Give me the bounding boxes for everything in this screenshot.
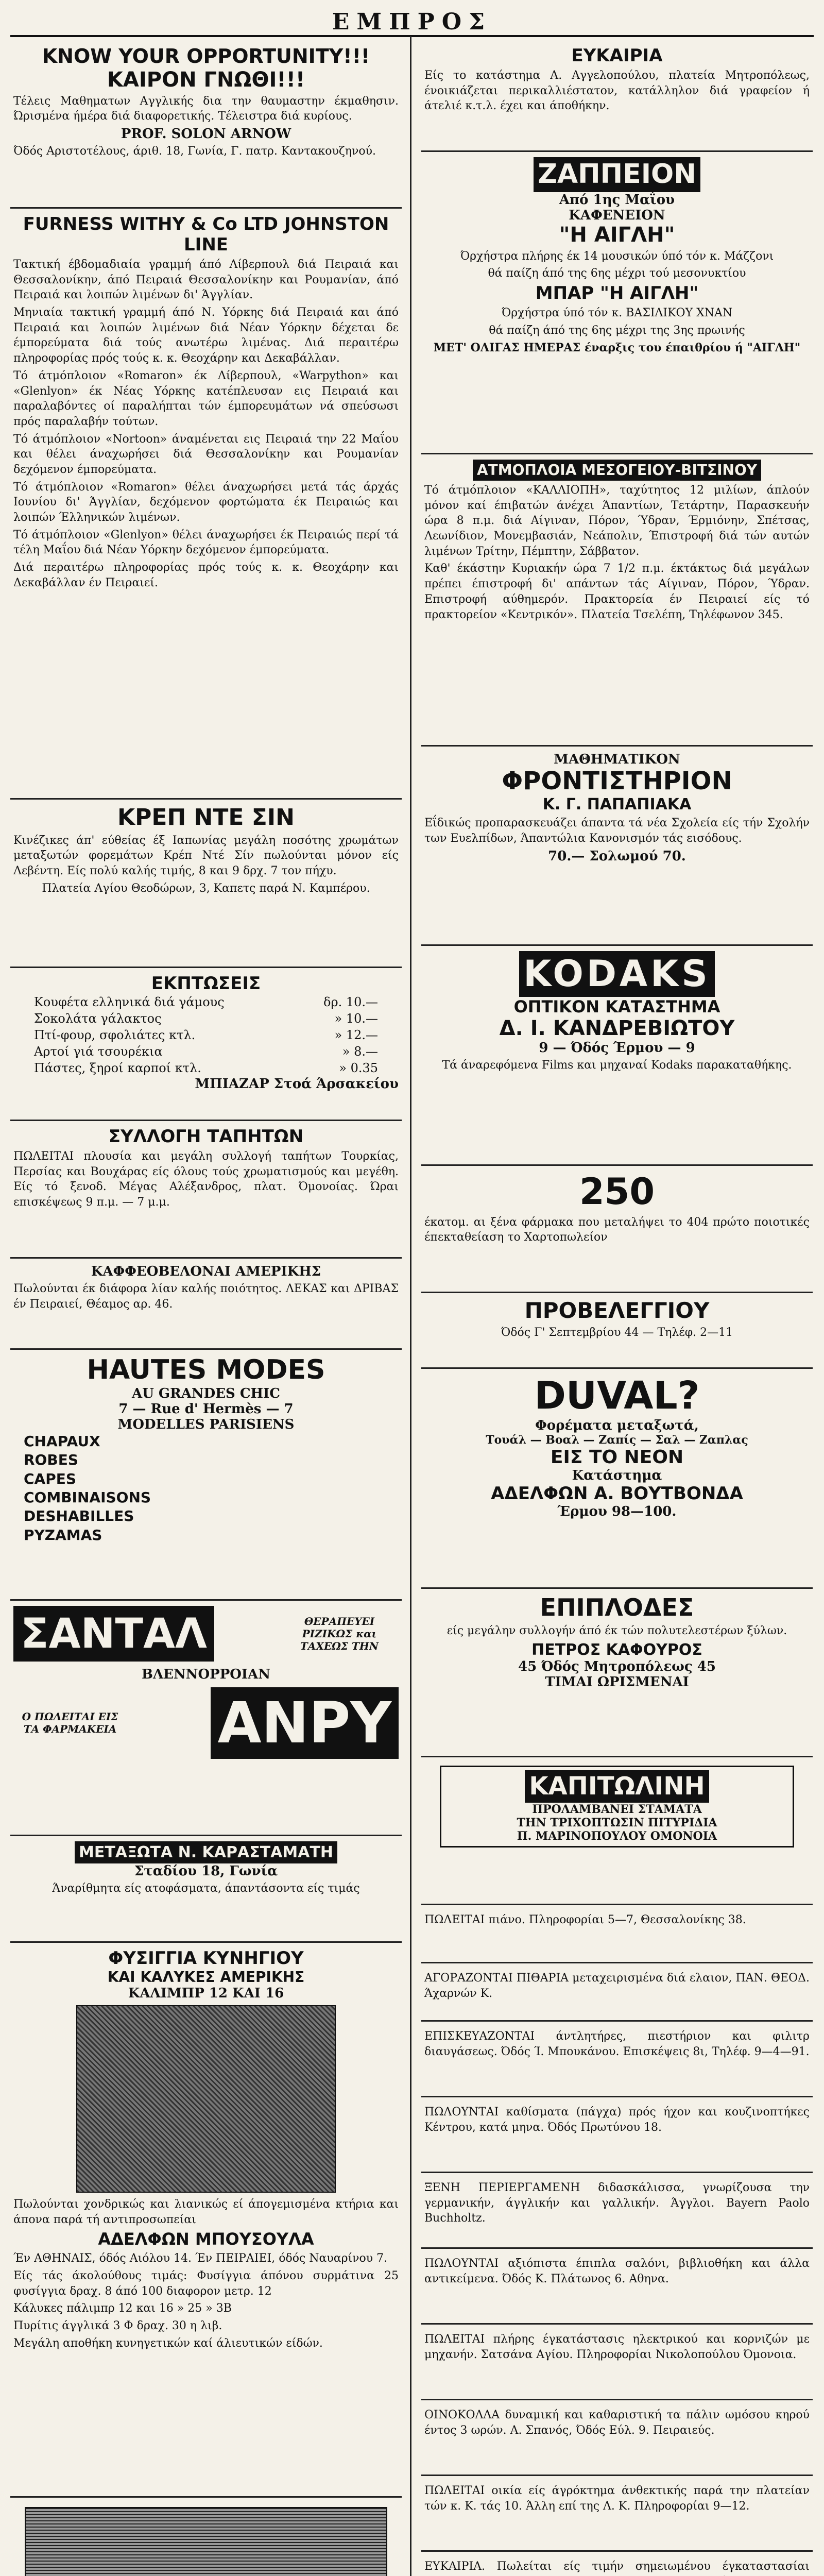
steamer-p1: Τό άτμόπλοιον «ΚΑΛΛΙΟΠΗ», ταχύτητος 12 μιλίων, άπλούν μόνον καί έπιβατών άνέχει Άπαντίων, Τετάρτην, Παρασκευήν ώρα 8 π.μ. διά Αίγιναν, Πόρον, Ύδραν, Έρμιόνην, Σπέτσας, Λεωνίδιον, Μονεμβασιάν, Νεάπολιν, Έπιστροφή διά τών αυτών λιμένων Τρίτην, Πέμπτην, Σάββατον. <box>424 484 810 558</box>
cartridges-subtitle: ΚΑΙ ΚΑΛΥΚΕΣ ΑΜΕΡΙΚΗΣ <box>107 1969 305 1986</box>
classified-ad <box>421 1963 813 2022</box>
classified-ad <box>421 2022 813 2097</box>
furness-p5: Τό άτμόπλοιον «Romaron» θέλει άναχωρήσει μετά τάς άρχάς Ιουνίου δι' Άγγλίαν, δεχόμενον φορτώματα έκ Πειραιώς και λοιπών Έλληνικών λιμένων. <box>13 480 399 524</box>
zappeion-line7: Όρχήστρα ύπό τόν κ. ΒΑΣΙΛΙΚΟΥ ΧΝΑΝ <box>501 307 733 320</box>
classified-text: ΑΓΟΡΑΖΟΝΤΑΙ ΠΙΘΑΡΙΑ μεταχειρισμένα διά ελαιον, ΠΑΝ. ΘΕΟΔ. Άχαρνών Κ. <box>424 1972 810 2000</box>
furniture-address: 45 Όδός Μητροπόλεως 45 <box>518 1658 716 1674</box>
carpets-title: ΣΥΛΛΟΓΗ ΤΑΠΗΤΩΝ <box>108 1126 304 1147</box>
opportunity-ad <box>10 40 402 209</box>
modes-item: CAPES <box>24 1470 77 1487</box>
classified-text: ΟΙΝΟΚΟΛΛΑ δυναμική και καθαριστική τα πάλιν ωμόσου κηρού έντος 3 ωρών. Α. Σπανός, Όδός Εύλ. 9. Πειραιεύς. <box>424 2409 810 2437</box>
frontistirion-title: ΦΡΟΝΤΙΣΤΗΡΙΟΝ <box>502 767 732 795</box>
discount-item: Κουφέτα ελληνικά διά γάμους δρ. 10.— <box>34 995 378 1009</box>
kapitolini-l1: ΠΡΟΛΑΜΒΑΝΕΙ ΣΤΑΜΑΤΑ <box>532 1803 702 1817</box>
frontistirion-footer: 70.— Σολωμού 70. <box>548 848 686 864</box>
furness-p2: Μηνιαία τακτική γραμμή άπό Ν. Υόρκης διά Πειραιά και άπό Πειραιά και λοιπών λιμένων διά Νέαν Υόρκην δέχεται δε έμπορεύματα διά τούς ανωτέρω λιμένας. Διά περαιτέρω πληροφορίας πρός τούς κ. κ. Θεοχάρην και Δεκαβάλλαν. <box>13 306 399 365</box>
frontistirion-subtitle: Κ. Γ. ΠΑΠΑΠΙΑΚΑ <box>542 795 692 814</box>
furness-p3: Τό άτμόπλοιον «Romaron» έκ Λίβερπουλ, «Warpython» και «Glenlyon» έκ Νέας Υόρκης κατέπλευσαν εις Πειραιά και παραλαβόντες οί παραλήπται τών έμπορευμάτων νά σπεύσωσι πρός παραλαβήν τούτων. <box>13 369 399 428</box>
frontistirion-tag: ΜΑΘΗΜΑΤΙΚΟΝ <box>554 752 680 767</box>
kapitolini-l2: ΤΗΝ ΤΡΙΧΟΠΤΩΣΙΝ ΠΙΤΥΡΙΔΙΑ <box>517 1816 717 1830</box>
discount-item: Σοκολάτα γάλακτος » 10.— <box>34 1011 378 1026</box>
furniture-ad <box>421 1589 813 1757</box>
classified-text: ΕΥΚΑΙΡΙΑ. Πωλείται είς τιμήν σημειωμένου έγκαταστασίαι <box>424 2560 810 2573</box>
cartridges-body: Πωλούνται χονδρικώς και λιανικώς εί άπογεμισμένα κτήρια και άπονα παρά τή αντιπροσωπείαι <box>13 2198 399 2226</box>
kodaks-address: 9 — Όδός Έρμου — 9 <box>539 1040 695 1056</box>
classified-ad <box>421 2173 813 2249</box>
zappeion-title: ΖΑΠΠΕΙΟΝ <box>534 157 700 192</box>
provenggio-ad <box>421 1293 813 1369</box>
crepe-body: Κινέζικες άπ' εύθείας έξ Ιαπωνίας μεγάλη ποσότης χρωμάτων μεταξωτών φορεμάτων Κρέπ Ντέ Σίν πωλούνται μόνον είς Λεβέντη. Είς πολύ καλής τιμής, 8 και 9 δρχ. 7 τον πήχυ. <box>13 834 399 877</box>
zappeion-line9: ΜΕΤ' ΟΛΙΓΑΣ ΗΜΕΡΑΣ έναρξις του έπαιθρίου ή "ΑΙΓΛΗ" <box>433 341 801 354</box>
zappeion-line5: θά παίζη άπό της 6ης μέχρι τού μεσονυκτίου <box>488 267 746 280</box>
modes-item: ROBES <box>24 1451 78 1469</box>
modes-item: COMBINAISONS <box>24 1488 151 1506</box>
cartridges-p2: Κάλυκες πάλιμπρ 12 και 16 » 25 » 3Β <box>13 2302 232 2315</box>
cartridges-p3: Πυρίτις άγγλικά 3 Φ δραχ. 30 η λιβ. <box>13 2319 222 2333</box>
modes-ad <box>10 1350 402 1601</box>
provenggio-title: ΠΡΟΒΕΛΕΓΓΙΟΥ <box>524 1298 710 1323</box>
discounts-ad <box>10 968 402 1121</box>
santal-tag3: Ο ΠΩΛΕΙΤΑΙ ΕΙΣ ΤΑ ΦΑΡΜΑΚΕΙΑ <box>22 1710 118 1736</box>
furness-ad <box>10 209 402 800</box>
newspaper-title: ΕΜΠΡΟΣ <box>332 9 492 35</box>
classified-text: ΠΩΛΕΙΤΑΙ πιάνο. Πληροφορίαι 5—7, Θεσσαλονίκης 38. <box>424 1913 746 1926</box>
provenggio-address: Όδός Γ' Σεπτεμβρίου 44 — Τηλέφ. 2—11 <box>501 1326 733 1340</box>
classified-text: ΠΩΛΕΙΤΑΙ πλήρης έγκατάστασις ηλεκτρικού και κορνιζών με μηχανήν. Σατσάνα Αγίου. Πληροφορίαι Νικολοπούλου Όμονοια. <box>424 2333 810 2361</box>
kapitolini-l3: Π. ΜΑΡΙΝΟΠΟΥΛΟΥ ΟΜΟΝΟΙΑ <box>517 1829 717 1843</box>
twofifty-ad <box>421 1166 813 1293</box>
modes-title: HAUTES MODES <box>87 1354 325 1385</box>
lazaris-ad <box>10 2498 402 2576</box>
discount-item: Αρτοί γιά τσουρέκια » 8.— <box>34 1044 378 1059</box>
classified-text: ΞΕΝΗ ΠΕΡΙΕΡΓΑΜΕΝΗ διδασκάλισσα, γνωρίζουσα την γερμανικήν, άγγλικήν και γαλλικήν. Άγγλοι. Bayern Paolo Buchholtz. <box>424 2181 810 2225</box>
furniture-name: ΠΕΤΡΟΣ ΚΑΦΟΥΡΟΣ <box>531 1640 702 1659</box>
fishing-illustration <box>25 2507 387 2576</box>
carpets-ad <box>10 1121 402 1259</box>
duval-l6: Έρμου 98—100. <box>557 1504 677 1520</box>
modes-sub2: MODELLES PARISIENS <box>117 1416 295 1432</box>
duval-l5: ΑΔΕΛΦΩΝ Α. ΒΟΥΤΒΟΝΔΑ <box>491 1483 743 1504</box>
furness-p1: Τακτική έβδομαδιαία γραμμή άπό Λίβερπουλ διά Πειραιά και Θεσσαλονίκην, άπό Πειραιά Θεσσαλονίκην και Ρουμανίαν, άπό Πειραιά και λοιπών λιμένων δι' Άγγλίαν. <box>13 258 399 302</box>
cartridges-title: ΦΥΣΙΓΓΙΑ ΚΥΝΗΓΙΟΥ <box>108 1948 304 1969</box>
duval-l4: Κατάστημα <box>572 1468 662 1484</box>
discount-item: Πάστες, ξηροί καρποί κτλ. » 0.35 <box>34 1061 378 1075</box>
coffee-title: ΚΑΦΦΕΟΒΕΛΟΝΑΙ ΑΜΕΡΙΚΗΣ <box>91 1264 321 1279</box>
furness-p4: Τό άτμόπλοιον «Nortoon» άναμένεται εις Πειραιά την 22 Μαΐου και θέλει άναχωρήσει διά Θεσσαλονίκην και Ρουμανίαν δεχόμενον έμπορεύματα. <box>13 432 399 476</box>
zappeion-line2: ΚΑΦΕΝΕΙΟΝ <box>569 207 665 223</box>
frontistirion-body: Εΐδικώς προπαρασκευάζει άπαντα τά νέα Σχολεία είς τήν Σχολήν των Ευελπίδων, Άπαντώλια Κανονισμόν τάς εισόδους. <box>424 817 810 845</box>
kapitolini-ad <box>421 1757 813 1905</box>
zappeion-line3: "Η ΑΙΓΛΗ" <box>559 223 675 247</box>
santal-tag2: ΒΛΕΝΝΟΡΡΟΙΑΝ <box>142 1667 270 1682</box>
duval-l2: Τουάλ — Βοαλ — Ζαπίς — Σαλ — Ζαπλας <box>486 1433 748 1447</box>
classified-text: ΠΩΛΕΙΤΑΙ οικία είς άγρόκτημα άνθεκτικής παρά την πλατείαν τών κ. Κ. τάς 10. Άλλη επί της Λ. Κ. Πληροφορίαι 9—12. <box>424 2484 810 2513</box>
silk-ad <box>10 1836 402 1943</box>
right-column <box>421 40 813 2576</box>
furness-p7: Διά περαιτέρω πληροφορίας πρός τούς κ. κ. Θεοχάρην και Δεκαβάλλαν έν Πειραιεί. <box>13 561 399 589</box>
cartridges-p1: Είς τάς άκολούθους τιμάς: Φυσίγγια άπόνου συρμάτινα 25 φυσίγγια δραχ. 8 άπό 100 διαφορον μετρ. 12 <box>13 2269 399 2298</box>
santal-word: ΣΑΝΤΑΛ <box>13 1606 214 1662</box>
coffee-body: Πωλούνται έκ διάφορα λίαν καλής ποιότητος. ΛΕΚΑΣ και ΔΡΙΒΑΣ έν Πειραιεί, Θέαμος αρ. 46. <box>13 1282 399 1311</box>
steamer-ad <box>421 454 813 747</box>
opportunity-address: Όδός Αριστοτέλους, άριθ. 18, Γωνία, Γ. πατρ. Καντακουζηνού. <box>13 145 376 158</box>
classified-ad <box>421 2097 813 2173</box>
kapitolini-title: ΚΑΠΙΤΩΛΙΝΗ <box>525 1770 709 1803</box>
steamer-p2: Καθ' έκάστην Κυριακήν ώρα 7 1/2 π.μ. έκτάκτως διά μεγάλων πρέπει έπιστροφή δι' απάντων τάς Αίγιναν, Πόρον, Ύδραν. Επιστροφή αύθημερόν. Πρακτορεία έν Πειραιεί είς τό πρακτορείον «Κεντρικόν». Πλατεία Τσελέπη, Τηλέφωνον 345. <box>424 562 810 621</box>
crepe-ad <box>10 800 402 968</box>
crepe-title: ΚΡΕΠ ΝΤΕ ΣΙΝ <box>117 804 295 831</box>
steamer-title: ΑΤΜΟΠΛΟΙΑ ΜΕΣΟΓΕΙΟΥ-ΒΙΤΣΙΝΟΥ <box>473 460 761 481</box>
santal-ad <box>10 1601 402 1836</box>
modes-item: DESHABILLES <box>24 1507 134 1525</box>
modes-address: 7 — Rue d' Hermès — 7 <box>118 1401 294 1417</box>
cartridges-p4: Μεγάλη αποθήκη κυνηγετικών καί άλιευτικών είδών. <box>13 2336 323 2350</box>
furness-title: FURNESS WITHY & Co LTD JOHNSTON LINE <box>23 214 389 255</box>
kodaks-sub: ΟΠΤΙΚΟΝ ΚΑΤΑΣΤΗΜΑ <box>513 996 720 1016</box>
cartridges-agent: ΑΔΕΛΦΩΝ ΜΠΟΥΣΟΥΛΑ <box>98 2229 314 2249</box>
furness-p6: Τό άτμόπλοιον «Glenlyon» θέλει άναχωρήσει έκ Πειραιώς περί τά τέλη Μαΐου διά Νέαν Υόρκην δεχόμενον έμπορεύματα. <box>13 528 399 557</box>
santal-tag1: ΘΕΡΑΠΕΥΕΙ ΡΙΖΙΚΩΣ και ΤΑΧΕΩΣ ΤΗΝ <box>300 1615 379 1652</box>
coffee-ad <box>10 1259 402 1350</box>
classified-ad <box>421 2476 813 2552</box>
kodaks-title: KODAKS <box>519 951 715 997</box>
cartridges-ad <box>10 1943 402 2498</box>
classified-text: ΠΩΛΟΥΝΤΑΙ αξιόπιστα έπιπλα σαλόνι, βιβλιοθήκη και άλλα αντικείμενα. Όδός Κ. Πλάτωνος 6. Αθηνα. <box>424 2257 810 2285</box>
office-ad <box>421 40 813 152</box>
classified-text: ΠΩΛΟΥΝΤΑΙ καθίσματα (πάγχα) πρός ήχον και κουζινοπτήκες Κέντρου, κατά μηνα. Όδός Πρωτύνου 18. <box>424 2106 810 2134</box>
silk-line2: Σταδίου 18, Γωνία <box>134 1863 278 1879</box>
modes-item: CHAPAUX <box>24 1432 100 1450</box>
modes-item: PYZAMAS <box>24 1526 102 1544</box>
zappeion-line8: θά παίζη άπό της 6ης μέχρι της 3ης πρωινής <box>489 324 745 337</box>
silk-line3: Άναρίθμητα είς ατοφάσματα, άπαντάσοντα είς τιμάς <box>52 1882 360 1895</box>
discounts-footer: ΜΠΙΑΖΑΡ Στοά Άρσακείου <box>195 1076 399 1092</box>
classified-ad <box>421 1905 813 1963</box>
office-title: ΕΥΚΑΙΡΙΑ <box>571 45 663 66</box>
santal-word2: ΑΝΡΥ <box>211 1687 399 1759</box>
frontistirion-ad <box>421 747 813 946</box>
furniture-title: ΕΠΙΠΛΟΔΕΣ <box>540 1594 694 1621</box>
duval-title: DUVAL? <box>534 1374 700 1418</box>
masthead <box>10 4 814 37</box>
classified-ad <box>421 2249 813 2325</box>
opportunity-title: KNOW YOUR OPPORTUNITY!!! <box>42 45 370 67</box>
zappeion-line6: ΜΠΑΡ "Η ΑΙΓΛΗ" <box>535 283 699 304</box>
discount-item: Πτί-φουρ, σφολιάτες κτλ. » 12.— <box>34 1028 378 1042</box>
column-divider <box>410 36 411 2576</box>
silk-title: ΜΕΤΑΞΩΤΑ Ν. ΚΑΡΑΣΤΑΜΑΤΗ <box>75 1841 337 1863</box>
opportunity-subtitle: ΚΑΙΡΟΝ ΓΝΩΘΙ!!! <box>107 67 305 92</box>
zappeion-ad <box>421 152 813 454</box>
kodaks-ad <box>421 946 813 1166</box>
zappeion-line4: Όρχήστρα πλήρης έκ 14 μουσικών ύπό τόν κ. Μάζζονι <box>460 249 774 263</box>
cartridges-caliber: ΚΑΛΙΜΠΡ 12 ΚΑΙ 16 <box>128 1986 284 2001</box>
kodaks-name: Δ. Ι. ΚΑΝΔΡΕΒΙΩΤΟΥ <box>499 1016 735 1040</box>
classified-ad <box>421 2400 813 2476</box>
classified-text: ΕΠΙΣΚΕΥΑΖΟΝΤΑΙ άντλητήρες, πιεστήριον και φιλιτρ διαυγάσεως. Όδός Ί. Μπουκάνου. Επισκέψεις 8ι, Τηλέφ. 9—4—91. <box>424 2030 810 2058</box>
duval-ad <box>421 1369 813 1589</box>
kodaks-body: Τά άναρεφόμενα Films και μηχαναί Kodaks παρακαταθήκης. <box>442 1058 792 1072</box>
twofifty-body: έκατομ. αι ξένα φάρμακα που μεταλήψει το 404 πρώτο ποιοτικές έπεκταθείαση το Χαρτοπωλείον <box>424 1215 810 1244</box>
opportunity-body: Τέλεις Μαθηματων Αγγλικής δια την θαυμαστην έκμαθησιν. Ώρισμένα ήμέρα διά διαφορετικής. Τέλειστρα διά κυρίους. <box>13 94 399 123</box>
classified-ad <box>421 2325 813 2400</box>
crepe-address: Πλατεία Αγίου Θεοδώρων, 3, Καπετς παρά Ν. Καμπέρου. <box>42 882 370 895</box>
zappeion-line1: Από 1ης Μαΐου <box>559 192 675 208</box>
carpets-body: ΠΩΛΕΙΤΑΙ πλουσία και μεγάλη συλλογή ταπήτων Τουρκίας, Περσίας και Βουχάρας είς όλους τούς χρωματισμούς και μεγέθη. Είς τό ξενοδ. Μέγας Αλέξανδρος, πλατ. Όμονοίας. Ώραι επισκέψεως 9 π.μ. — 7 μ.μ. <box>13 1150 399 1209</box>
office-body: Είς το κατάστημα Α. Αγγελοπούλου, πλατεία Μητροπόλεως, ένοικιάζεται περικαλλιέστατον, κατάλληλον διά γραφείον ή άτελιέ κ.τ.λ. έχει και άποθήκην. <box>424 69 810 113</box>
cartridges-illustration <box>76 2005 336 2193</box>
modes-subtitle: AU GRANDES CHIC <box>132 1385 280 1401</box>
left-column <box>10 40 402 2576</box>
furniture-footer: ΤΙΜΑΙ ΩΡΙΣΜΕΝΑΙ <box>545 1674 689 1690</box>
twofifty-number: 250 <box>579 1171 655 1213</box>
furniture-body: είς μεγάλην συλλογήν άπό έκ τών πολυτελεστέρων ξύλων. <box>447 1624 787 1637</box>
duval-l3: ΕΙΣ ΤΟ ΝΕΟΝ <box>550 1447 684 1468</box>
discounts-title: ΕΚΠΤΩΣΕΙΣ <box>151 973 261 994</box>
classified-ad <box>421 2552 813 2576</box>
cartridges-address: Έν ΑΘΗΝΑΙΣ, όδός Αιόλου 14. Έν ΠΕΙΡΑΙΕΙ, όδός Ναυαρίνου 7. <box>13 2252 388 2265</box>
duval-l1: Φορέματα μεταξωτά, <box>535 1418 699 1434</box>
opportunity-name: PROF. SOLON ARNOW <box>121 126 291 142</box>
